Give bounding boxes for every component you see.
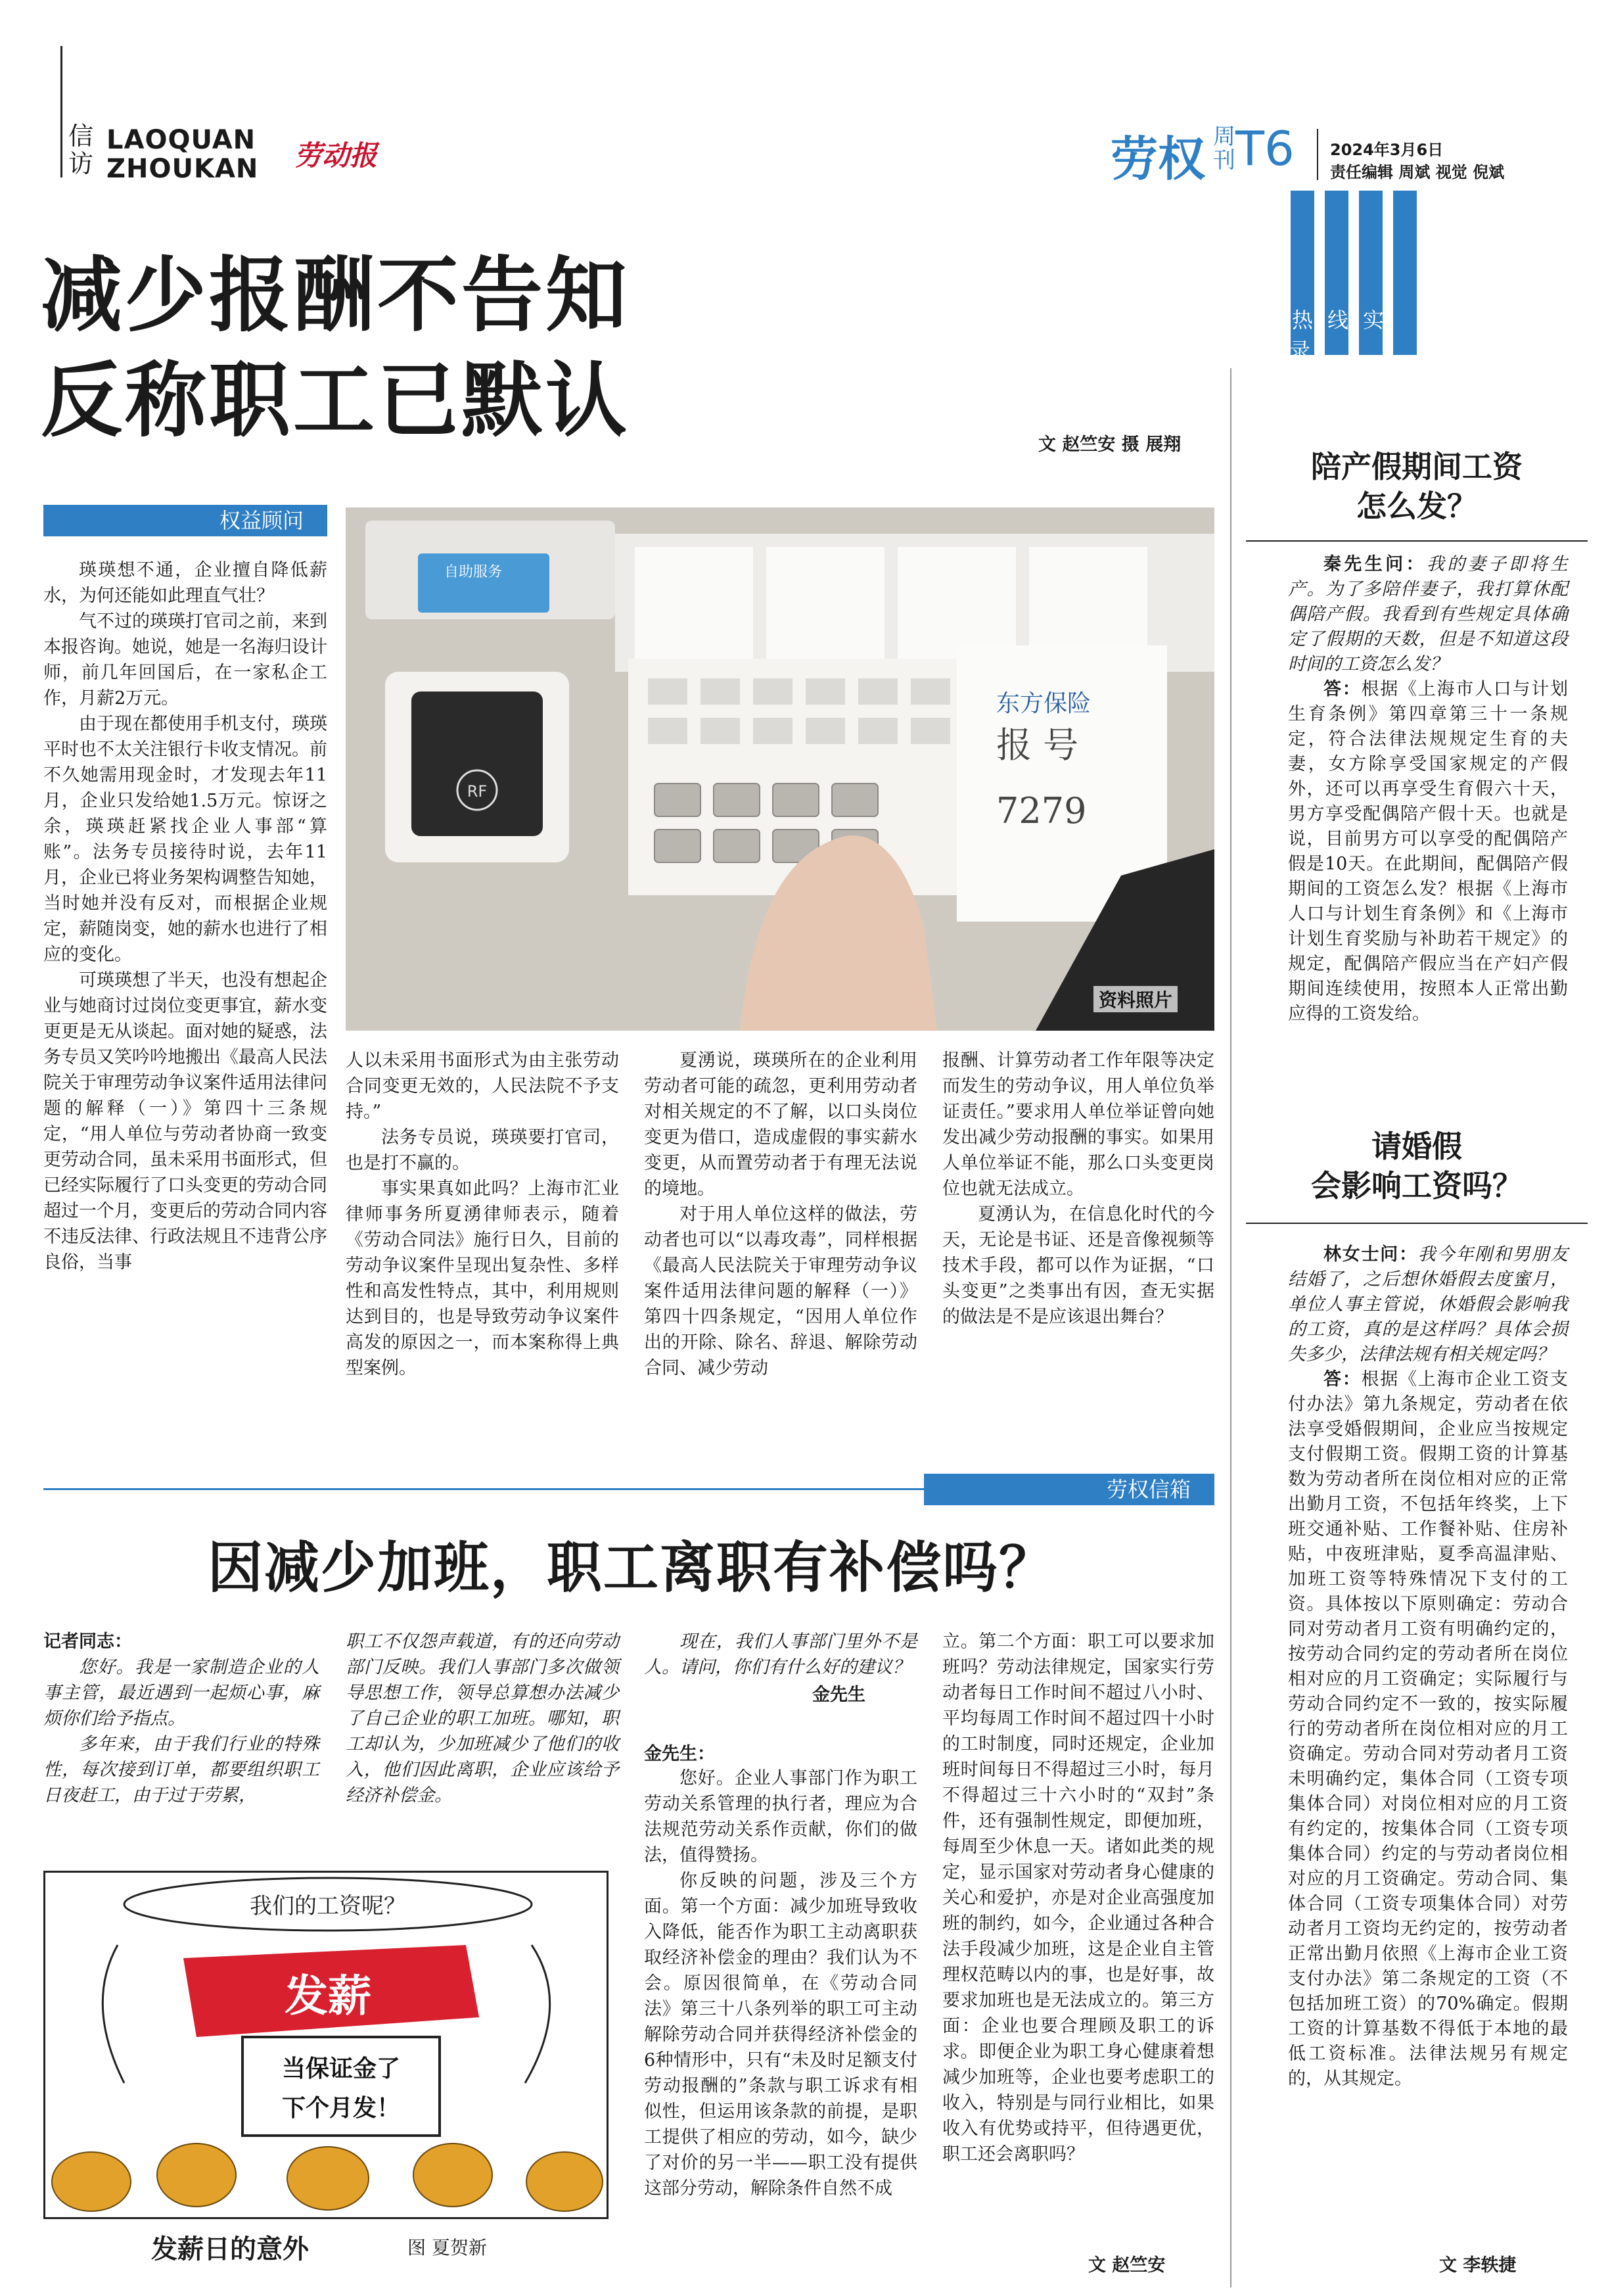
page-number: T6 [1235, 121, 1295, 176]
letter-col-2 [346, 1629, 619, 1808]
sidebar-q1-answer-text: 根据《上海市人口与计划生育条例》第四章第三十一条规定，符合法律法规规定生育的夫妻，女方除享受国家规定的产假外，还可以再享受生育假六十天，男方享受配偶陪产假十天。也就是说，目前男方可以享受的配偶陪产假是10天。在此期间，配偶陪产假期间的工资怎么发？根据《上海市人口与计划生育条例》和《上海市计划生育奖励与补助若干规定》的规定，配偶陪产假应当在产妇产假期间连续使用，按照本人正常出勤应得的工资发给。 [1288, 679, 1568, 1024]
issue-date: 2024年3月6日 [1330, 141, 1444, 159]
sidebar-q2-title-1: 请婚假 [1371, 1129, 1462, 1164]
letter-col-3 [644, 1629, 917, 1680]
cartoon-credit: 图 夏贺新 [407, 2237, 487, 2259]
main-col-2 [346, 1048, 619, 1381]
letters-rule [43, 1488, 924, 1490]
sidebar-q2-answer [1288, 1367, 1568, 2092]
sidebar-divider [1230, 368, 1231, 2287]
svg-text:7279: 7279 [996, 790, 1087, 832]
editors: 责任编辑 周斌 视觉 倪斌 [1330, 163, 1505, 181]
svg-text:我们的工资呢？: 我们的工资呢？ [250, 1893, 406, 1919]
hotline-label: 热线实录 [1289, 308, 1399, 363]
svg-text:下个月发！: 下个月发！ [281, 2095, 401, 2122]
reply-col-4 [942, 1629, 1214, 2167]
svg-text:当保证金了: 当保证金了 [281, 2055, 401, 2082]
sidebar-q1-title-1: 陪产假期间工资 [1311, 449, 1523, 484]
svg-text:发薪: 发薪 [285, 1971, 371, 2021]
main-col3-para-1: 夏湧说，瑛瑛所在的企业利用劳动者可能的疏忽，更利用劳动者对相关规定的不了解，以口头岗位变更为借口，造成虚假的事实薪水变更，从而置劳动者于有理无法说的境地。 [644, 1050, 917, 1199]
sidebar-byline: 文 李轶捷 [1439, 2255, 1517, 2276]
main-col2-para-2: 法务专员说，瑛瑛要打官司，也是打不赢的。 [346, 1127, 619, 1173]
main-col3-para-2: 对于用人单位这样的做法，劳动者也可以“以毒攻毒”，同样根据《最高人民法院关于审理劳动争议案件适用法律问题的解释（一）》第四十四条规定，“因用人单位作出的开除、除名、辞退、解除劳动合同、减少劳动 [644, 1204, 917, 1378]
svg-text:东方保险: 东方保险 [996, 690, 1091, 717]
letter-col1-para-1: 您好。我是一家制造企业的人事主管，最近遇到一起烦心事，麻烦你们给予指点。 [43, 1657, 319, 1729]
atm-keypad-illustration [346, 507, 1214, 1031]
main-col2-para-3: 事实果真如此吗？上海市汇业律师事务所夏湧律师表示，随着《劳动合同法》施行日久，目前的劳动争议案件呈现出复杂性、多样性和高发性特点，其中，利用规则达到目的，也是导致劳动争议案件高发的原因之一，而本案称得上典型案例。 [346, 1179, 619, 1378]
masthead-right-divider [1317, 129, 1318, 180]
sidebar-q2-answer-text: 根据《上海市企业工资支付办法》第九条规定，劳动者在依法享受婚假期间，企业应当按规定支付假期工资。假期工资的计算基数为劳动者所在岗位相对应的正常出勤月工资，不包括年终奖，上下班交通补贴、工作餐补贴、住房补贴，中夜班津贴，夏季高温津贴、加班工资等特殊情况下支付的工资。具体按以下原则确定：劳动合同对劳动者月工资有明确约定的，按劳动合同约定的劳动者所在岗位相对应的月工资确定；实际履行与劳动合同约定不一致的，按实际履行的劳动者所在岗位相对应的月工资确定。劳动合同对劳动者月工资未明确约定，集体合同（工资专项集体合同）对岗位相对应的月工资有约定的，按集体合同（工资专项集体合同）约定的与劳动者岗位相对应的月工资确定。劳动合同、集体合同（工资专项集体合同）对劳动者月工资均无约定的，按劳动者正常出勤月依照《上海市企业工资支付办法》第二条规定的工资（不包括加班工资）的70%确定。假期工资的计算基数不得低于本地的最低工资标准。法律法规另有规定的，从其规定。 [1288, 1369, 1568, 2089]
main-photo [346, 507, 1214, 1031]
sidebar-q2-asker: 林女士问： [1323, 1244, 1418, 1265]
sidebar-q1-answer [1288, 677, 1568, 1027]
sidebar-q1 [1288, 552, 1568, 1027]
main-col4-para-2: 夏湧认为，在信息化时代的今天，无论是书证、还是音像视频等技术手段，都可以作为证据，“口头变更”之类事出有因，查无实据的做法是不是应该退出舞台？ [942, 1204, 1214, 1327]
letter-col2-para-1: 职工不仅怨声载道，有的还向劳动部门反映。我们人事部门多次做领导思想工作，领导总算想办法减少了自己企业的职工加班。哪知，职工却认为，少加班减少了他们的收入，他们因此离职，企业应该给予经济补偿金。 [346, 1631, 619, 1806]
reply-byline: 文 赵竺安 [1088, 2255, 1166, 2276]
letters-headline: 因减少加班，职工离职有补偿吗？ [208, 1535, 1056, 1600]
main-col1-para-2: 气不过的瑛瑛打官司之前，来到本报咨询。她说，她是一名海归设计师，前几年回国后，在一家私企工作，月薪2万元。 [43, 611, 327, 709]
paper-logo: 劳动报 [294, 139, 378, 172]
sidebar-q2-question [1288, 1242, 1568, 1367]
reply-col3-para-1: 您好。企业人事部门作为职工劳动关系管理的执行者，理应为合法规范劳动关系作贡献，你们的做法，值得赞扬。 [644, 1768, 917, 1865]
masthead-left-rule [60, 46, 62, 177]
sidebar-q1-answer-label: 答： [1323, 679, 1362, 699]
main-headline-line-1: 减少报酬不告知 [41, 248, 630, 343]
section-title-laoquan: 劳权 [1111, 131, 1206, 187]
sidebar-q2-title-2: 会影响工资吗？ [1311, 1168, 1523, 1204]
section-bar-advice: 权益顾问 [43, 505, 327, 536]
reply-col3-para-2: 你反映的问题，涉及三个方面。第一个方面：减少加班导致收入降低，能否作为职工主动离职获取经济补偿金的理由？我们认为不会。原因很简单，在《劳动合同法》第三十八条列举的职工可主动解除劳动合同并获得经济补偿金的6种情形中，只有“未及时足额支付劳动报酬的”条款与职工诉求有相似性，但运用该条款的前提，是职工提供了相应的劳动，如今，缺少了对价的另一半——职工没有提供这部分劳动，解除条件自然不成 [644, 1871, 917, 2199]
main-headline-line-2: 反称职工已默认 [41, 353, 630, 448]
sidebar-q1-question-text: 我的妻子即将生产。为了多陪伴妻子，我打算休配偶陪产假。我看到有些规定具体确定了假期的天数，但是不知道这段时间的工资怎么发？ [1288, 554, 1569, 674]
svg-text:报 号: 报 号 [996, 724, 1079, 766]
main-col4-para-1: 报酬、计算劳动者工作年限等决定而发生的劳动争议，用人单位负举证责任。”要求用人单位举证曾向她发出减少劳动报酬的事实。如果用人单位举证不能，那么口头变更岗位也就无法成立。 [942, 1050, 1214, 1199]
masthead-vertical-label: 信访 [68, 122, 94, 178]
letter-col3-para-1: 现在，我们人事部门里外不是人。请问，你们有什么好的建议？ [644, 1631, 917, 1677]
sidebar-q1-asker: 秦先生问： [1323, 554, 1427, 574]
main-col1-para-4: 可瑛瑛想了半天，也没有想起企业与她商讨过岗位变更事宜，薪水变更更是无从谈起。面对她的疑惑，法务专员又笑吟吟地搬出《最高人民法院关于审理劳动争议案件适用法律问题的解释（一）》第四十三条规定，“用人单位与劳动者协商一致变更劳动合同，虽未采用书面形式，但已经实际履行了口头变更的劳动合同超过一个月，变更后的劳动合同内容不违反法律、行政法规且不违背公序良俗，当事 [43, 970, 327, 1273]
photo-caption: 资料照片 [1093, 986, 1178, 1012]
sidebar-q2-question-text: 我今年刚和男朋友结婚了，之后想休婚假去度蜜月，单位人事主管说，休婚假会影响我的工资，真的是这样吗？具体会损失多少，法律法规有相关规定吗？ [1288, 1244, 1568, 1365]
svg-text:RF: RF [467, 782, 488, 801]
sidebar-q2-rule [1246, 1223, 1588, 1224]
section-title-week: 周刊 [1213, 124, 1235, 174]
letter-signature: 金先生 [812, 1685, 865, 1705]
letter-col-1 [43, 1629, 319, 1808]
main-col1-para-1: 瑛瑛想不通，企业擅自降低薪水，为何还能如此理直气壮？ [43, 560, 327, 606]
svg-text:自助服务: 自助服务 [444, 564, 503, 580]
sidebar-q1-rule [1246, 540, 1588, 542]
letter-greeting: 记者同志： [43, 1631, 132, 1652]
main-col-1 [43, 557, 327, 1275]
main-col2-para-1: 人以未采用书面形式为由主张劳动合同变更无效的，人民法院不予支持。” [346, 1050, 619, 1122]
reply-greeting: 金先生： [644, 1744, 715, 1764]
cartoon [43, 1871, 609, 2219]
masthead-brand-en-2: ZHOUKAN [106, 154, 259, 184]
letter-col1-para-2: 多年来，由于我们行业的特殊性，每次接到订单，都要组织职工日夜赶工，由于过于劳累， [43, 1734, 319, 1806]
main-col-3 [644, 1048, 917, 1381]
masthead-brand-en-1: LAOQUAN [106, 125, 256, 155]
section-bar-letters: 劳权信箱 [924, 1474, 1214, 1505]
sidebar-q2 [1288, 1242, 1568, 2092]
reply-col-3 [644, 1766, 917, 2201]
sidebar-q1-title-2: 怎么发？ [1356, 488, 1477, 524]
sidebar-q1-question [1288, 552, 1568, 677]
reply-col4-para-1: 立。第二个方面：职工可以要求加班吗？劳动法律规定，国家实行劳动者每日工作时间不超过八小时、平均每周工作时间不超过四十小时的工时制度，同时还规定，企业加班时间每日不得超过三小时，每月不得超过三十六小时的“双封”条件，还有强制性规定，即便加班，每周至少休息一天。诸如此类的规定，显示国家对劳动者身心健康的关心和爱护，亦是对企业高强度加班的制约，如今，企业通过各种合法手段减少加班，这是企业自主管理权范畴以内的事，也是好事，故要求加班也是无法成立的。第三方面：企业也要合理顾及职工的诉求。即便企业为职工身心健康着想减少加班等，企业也要考虑职工的收入，特别是与同行业相比，如果收入有优势或持平，但待遇更优，职工还会离职吗？ [942, 1631, 1214, 2165]
main-byline: 文 赵竺安 摄 展翔 [1038, 434, 1182, 455]
main-col1-para-3: 由于现在都使用手机支付，瑛瑛平时也不太关注银行卡收支情况。前不久她需用现金时，才发现去年11月，企业只发给她1.5万元。惊讶之余，瑛瑛赶紧找企业人事部“算账”。法务专员接待时说，去年11月，企业已将业务架构调整告知她，当时她并没有反对，而根据企业规定，薪随岗变，她的薪水也进行了相应的变化。 [43, 714, 327, 965]
cartoon-illustration [45, 1873, 607, 2217]
cartoon-title: 发薪日的意外 [151, 2234, 309, 2264]
sidebar-q2-answer-label: 答： [1323, 1369, 1362, 1390]
main-col-4 [942, 1048, 1214, 1330]
